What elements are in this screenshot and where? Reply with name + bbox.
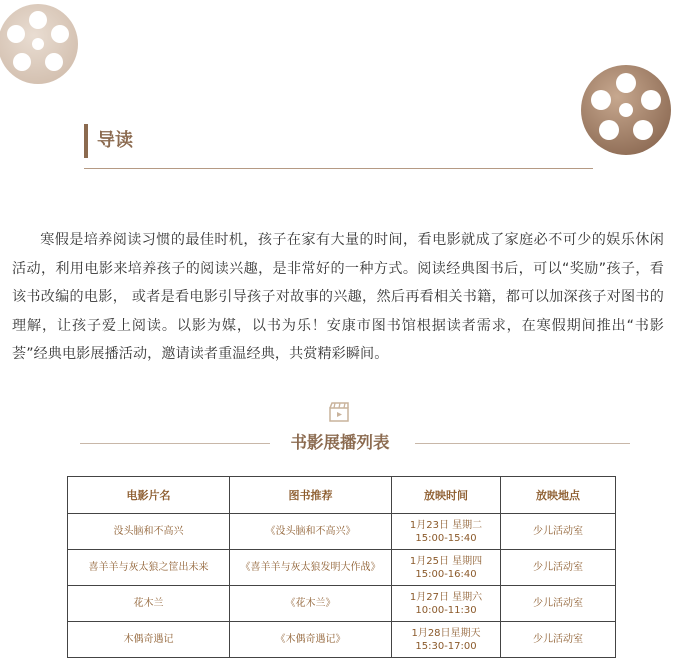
table-row	[68, 550, 616, 586]
cell-hours: 15:00-16:40	[415, 568, 477, 580]
cell-film: 花木兰	[68, 586, 230, 622]
cell-hours: 10:00-11:30	[415, 604, 477, 616]
header-place: 放映地点	[501, 477, 616, 514]
heading-divider	[84, 168, 593, 169]
title-rule-right	[415, 443, 630, 444]
header-film: 电影片名	[68, 477, 230, 514]
list-title: 书影展播列表	[290, 433, 390, 452]
table-row	[68, 586, 616, 622]
cell-film: 没头脑和不高兴	[68, 514, 230, 550]
film-reel-icon	[0, 0, 90, 92]
clapperboard-icon	[327, 400, 351, 424]
schedule-table	[67, 476, 616, 658]
cell-date: 1月25日 星期四	[409, 555, 483, 567]
cell-book: 《木偶奇遇记》	[230, 622, 392, 658]
table-row	[68, 622, 616, 658]
cell-place: 少儿活动室	[501, 514, 616, 550]
cell-time	[392, 514, 501, 550]
cell-book: 《没头脑和不高兴》	[230, 514, 392, 550]
cell-hours: 15:30-17:00	[415, 640, 477, 652]
header-book: 图书推荐	[230, 477, 392, 514]
cell-date: 1月27日 星期六	[409, 591, 483, 603]
cell-book: 《喜羊羊与灰太狼发明大作战》	[230, 550, 392, 586]
cell-time	[392, 586, 501, 622]
cell-place: 少儿活动室	[501, 550, 616, 586]
cell-hours: 15:00-15:40	[415, 532, 477, 544]
intro-text: 寒假是培养阅读习惯的最佳时机，孩子在家有大量的时间，看电影就成了家庭必不可少的娱乐休闲活动，利用电影来培养孩子的阅读兴趣，是非常好的一种方式。阅读经典图书后，可以“奖励”孩子，看该书改编的电影， 或者是看电影引导孩子对故事的兴趣，然后再看相关书籍，都可以加深孩子对图书的理解，让孩子爱上阅读。以影为媒，以书为乐！安康市图书馆根据读者需求，在寒假期间推出“书影荟”经典电影展播活动，邀请读者重温经典，共赏精彩瞬间。	[12, 232, 664, 363]
cell-date: 1月28日星期天	[411, 627, 481, 639]
header-time: 放映时间	[392, 477, 501, 514]
cell-book: 《花木兰》	[230, 586, 392, 622]
cell-time	[392, 622, 501, 658]
section-title: 导读	[97, 130, 133, 151]
section-heading	[84, 124, 133, 158]
film-reel-icon	[572, 60, 679, 160]
intro-paragraph	[12, 226, 664, 369]
list-title-row	[80, 430, 600, 456]
cell-film: 木偶奇遇记	[68, 622, 230, 658]
cell-date: 1月23日 星期二	[409, 519, 483, 531]
cell-time	[392, 550, 501, 586]
table-header-row	[68, 477, 616, 514]
cell-place: 少儿活动室	[501, 586, 616, 622]
table-row	[68, 514, 616, 550]
cell-film: 喜羊羊与灰太狼之筐出未来	[68, 550, 230, 586]
cell-place: 少儿活动室	[501, 622, 616, 658]
